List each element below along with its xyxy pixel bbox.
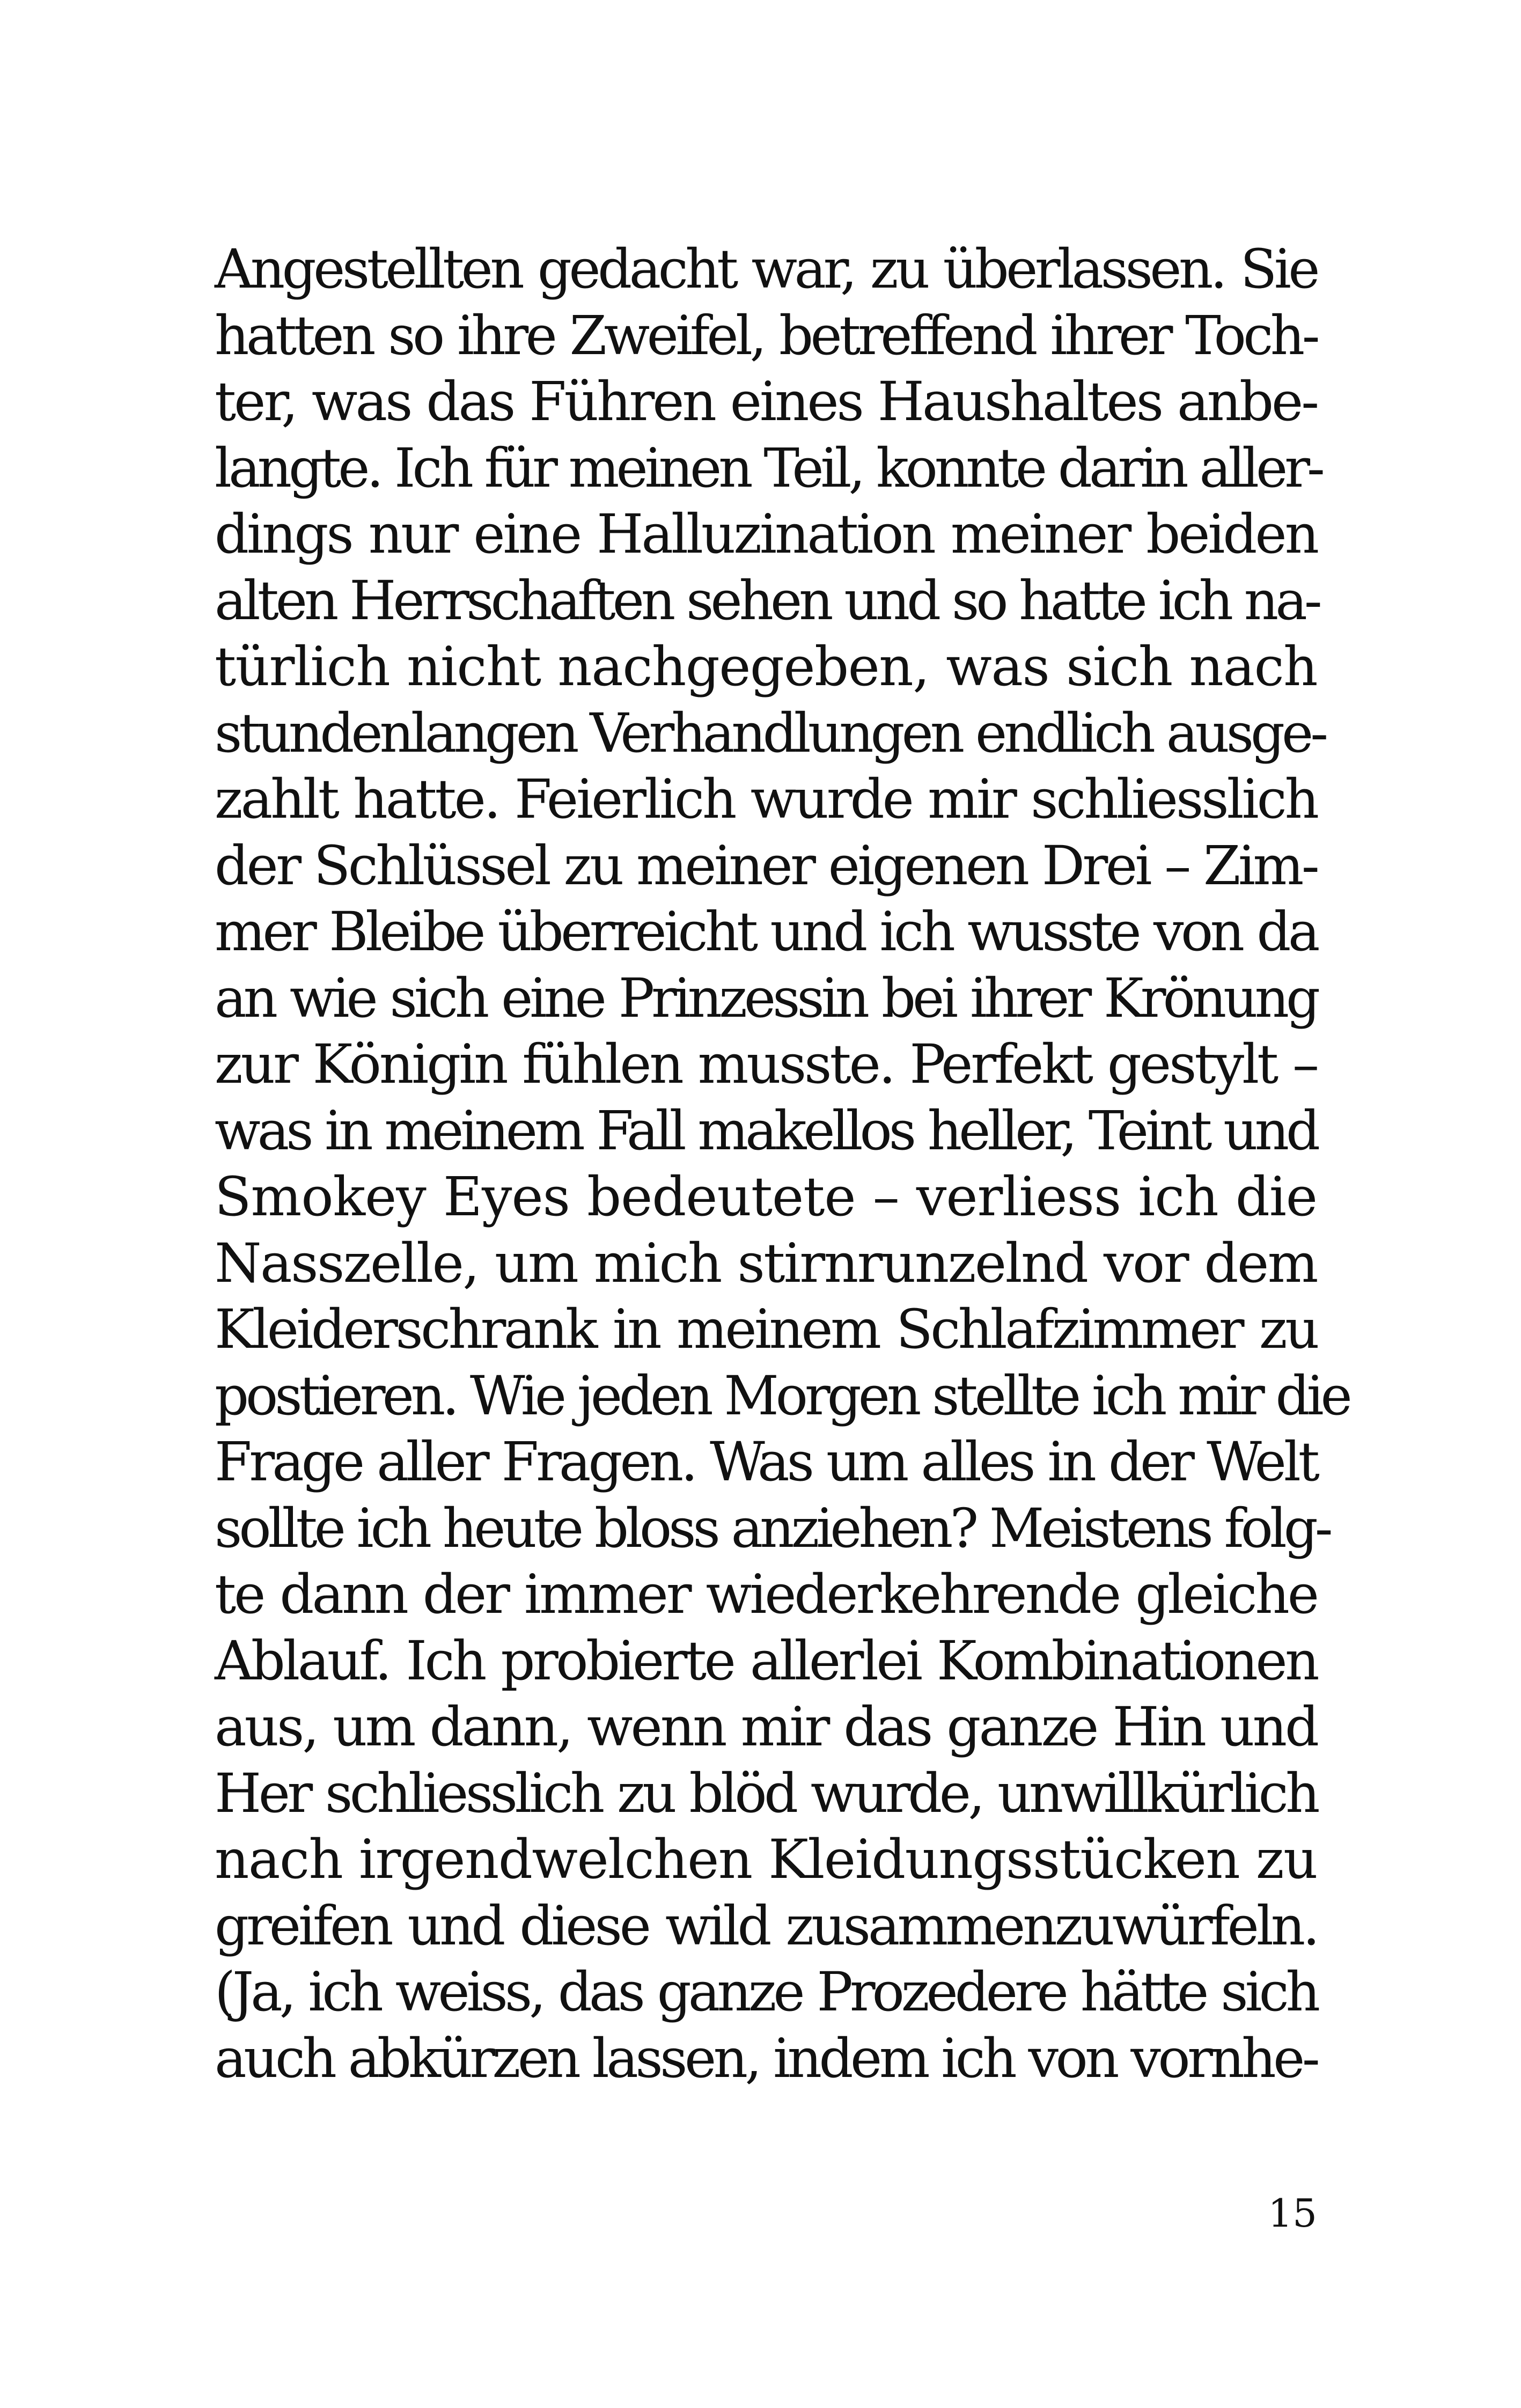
text-line: langte. Ich für meinen Teil, konnte darin aller- [215, 436, 1322, 500]
text-line: Kleiderschrank in meinem Schlafzimmer zu [215, 1298, 1317, 1361]
text-line: aus, um dann, wenn mir das ganze Hin und [215, 1695, 1317, 1758]
text-line: alten Herrschaften sehen und so hatte ich na- [215, 569, 1319, 632]
text-line: zahlt hatte. Feierlich wurde mir schliesslich [215, 768, 1317, 831]
text-line: greifen und diese wild zusammenzuwürfeln. [215, 1894, 1317, 1957]
text-line: der Schlüssel zu meiner eigenen Drei – Zim- [215, 834, 1318, 897]
text-line: Nasszelle, um mich stirnrunzelnd vor dem [215, 1231, 1317, 1295]
text-line: te dann der immer wiederkehrende gleiche [215, 1563, 1317, 1626]
text-line: nach irgendwelchen Kleidungsstücken zu [215, 1828, 1317, 1891]
text-line: hatten so ihre Zweifel, betreffend ihrer Toch- [215, 304, 1317, 367]
text-line: was in meinem Fall makellos heller, Teint und [215, 1099, 1317, 1162]
text-line: postieren. Wie jeden Morgen stellte ich mir die [215, 1364, 1349, 1427]
text-line: Ablauf. Ich probierte allerlei Kombinationen [215, 1629, 1317, 1692]
text-line: dings nur eine Halluzination meiner beiden [215, 503, 1317, 566]
text-line: sollte ich heute bloss anziehen? Meistens folg- [215, 1496, 1330, 1560]
text-line: Smokey Eyes bedeutete – verliess ich die [215, 1165, 1317, 1228]
body-text [215, 236, 1349, 2091]
text-line: Frage aller Fragen. Was um alles in der Welt [215, 1430, 1317, 1493]
text-line: türlich nicht nachgegeben, was sich nach [215, 635, 1317, 698]
text-line: mer Bleibe überreicht und ich wusste von da [215, 900, 1317, 963]
text-line: an wie sich eine Prinzessin bei ihrer Krönung [215, 966, 1317, 1030]
text-line: ter, was das Führen eines Haushaltes anbe- [215, 370, 1317, 433]
text-line: Angestellten gedacht war, zu überlassen. Sie [215, 238, 1317, 300]
text-line: stundenlangen Verhandlungen endlich ausge- [215, 701, 1326, 765]
text-line: Her schliesslich zu blöd wurde, unwillkürlich [215, 1761, 1317, 1825]
text-line: zur Königin fühlen musste. Perfekt gestylt – [215, 1033, 1317, 1096]
text-line: (Ja, ich weiss, das ganze Prozedere hätte sich [215, 1961, 1317, 2023]
page-number: 15 [1268, 2191, 1317, 2236]
text-line: auch abkürzen lassen, indem ich von vornhe- [215, 2027, 1318, 2090]
